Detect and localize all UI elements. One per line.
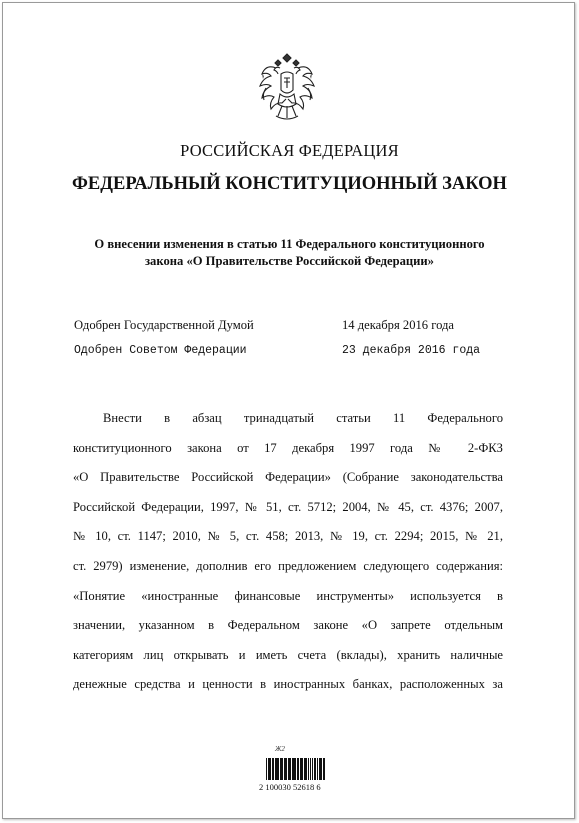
barcode-stripe — [310, 758, 312, 780]
barcode-stripe — [319, 758, 320, 780]
approval-date: 23 декабря 2016 года — [342, 344, 481, 357]
barcode-stripe — [314, 758, 316, 780]
barcode-stripe — [293, 758, 295, 780]
paragraph-line: Внести в абзац тринадцатый статьи 11 Федерального — [103, 411, 503, 425]
barcode-stripe — [269, 758, 271, 780]
paragraph-line: ст. 2979) изменение, дополнив его предложением следующего содержания: — [73, 558, 503, 573]
barcode-stripe — [323, 758, 324, 780]
paragraph-line: конституционного закона от 17 декабря 1997 года № 2-ФКЗ — [73, 440, 503, 455]
barcode-stripe — [266, 758, 267, 780]
barcode-stripe — [302, 758, 303, 780]
paragraph-line: значении, указанном в Федеральном законе «О запрете отдельным — [73, 618, 503, 633]
barcode-number: 2 100030 52618 6 — [259, 782, 321, 792]
country-heading: РОССИЙСКАЯ ФЕДЕРАЦИЯ — [180, 141, 399, 160]
barcode-stripe — [273, 758, 274, 780]
barcode-icon — [266, 758, 326, 780]
paragraph-line: Российской Федерации, 1997, № 51, ст. 5712; 2004, № 45, ст. 4376; 2007, — [73, 499, 503, 514]
law-body-paragraph — [73, 404, 503, 700]
registration-mark: Ж2 — [275, 745, 285, 753]
coat-of-arms-icon — [252, 48, 322, 134]
barcode-stripe — [282, 758, 283, 780]
law-title-line: закона «О Правительстве Российской Федерации» — [145, 254, 434, 268]
paragraph-line: № 10, ст. 1147; 2010, № 5, ст. 458; 2013, № 19, ст. 2294; 2015, № 21, — [73, 529, 503, 544]
barcode-stripe — [278, 758, 279, 780]
paragraph-line: «О Правительстве Российской Федерации» (Собрание законодательства — [73, 470, 503, 485]
barcode-stripe — [290, 758, 291, 780]
paragraph-line: «Понятие «иностранные финансовые инструменты» используется в — [73, 588, 503, 603]
barcode-stripe — [324, 758, 325, 780]
approval-date: 14 декабря 2016 года — [342, 318, 455, 332]
law-title — [60, 236, 519, 270]
paragraph-line: категориям лиц открывать и иметь счета (вклады), хранить наличные — [73, 647, 503, 662]
barcode-stripe — [285, 758, 287, 780]
paragraph-line: денежные средства и ценности в иностранных банках, расположенных за — [73, 677, 503, 692]
approval-federation-council — [74, 344, 481, 357]
barcode-stripe — [306, 758, 307, 780]
approval-label: Одобрен Государственной Думой — [74, 318, 254, 332]
law-type-heading: ФЕДЕРАЛЬНЫЙ КОНСТИТУЦИОННЫЙ ЗАКОН — [72, 174, 507, 194]
barcode-stripe — [298, 758, 299, 780]
law-title-line: О внесении изменения в статью 11 Федерального конституционного — [94, 237, 485, 251]
approval-label: Одобрен Советом Федерации — [74, 344, 247, 357]
approval-duma — [74, 318, 455, 333]
